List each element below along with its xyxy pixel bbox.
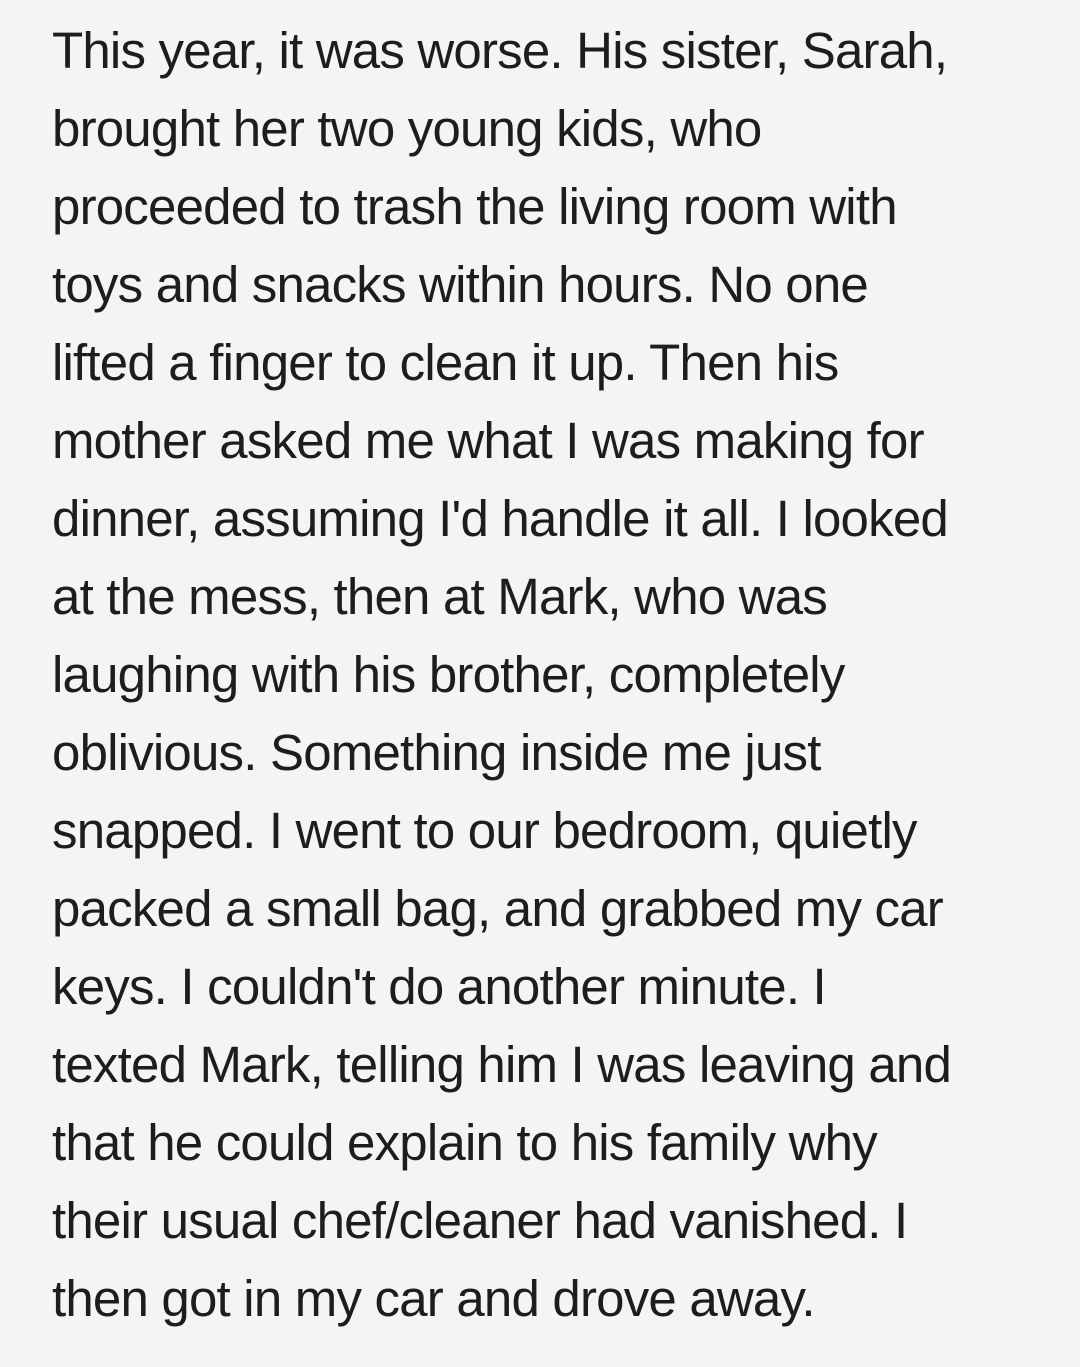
story-line: then got in my car and drove away. (52, 1270, 815, 1327)
story-line: oblivious. Something inside me just (52, 724, 821, 781)
story-line: snapped. I went to our bedroom, quietly (52, 802, 917, 859)
story-line: texted Mark, telling him I was leaving and (52, 1036, 952, 1093)
story-line: packed a small bag, and grabbed my car (52, 880, 943, 937)
story-line: lifted a finger to clean it up. Then his (52, 334, 839, 391)
story-line: dinner, assuming I'd handle it all. I looked (52, 490, 948, 547)
story-line: at the mess, then at Mark, who was (52, 568, 827, 625)
story-line: proceeded to trash the living room with (52, 178, 897, 235)
story-line: This year, it was worse. His sister, Sarah, (52, 22, 948, 79)
story-line: toys and snacks within hours. No one (52, 256, 868, 313)
story-line: brought her two young kids, who (52, 100, 762, 157)
story-line: that he could explain to his family why (52, 1114, 877, 1171)
story-line: keys. I couldn't do another minute. I (52, 958, 826, 1015)
story-line: their usual chef/cleaner had vanished. I (52, 1192, 908, 1249)
story-line: mother asked me what I was making for (52, 412, 924, 469)
story-line: laughing with his brother, completely (52, 646, 845, 703)
